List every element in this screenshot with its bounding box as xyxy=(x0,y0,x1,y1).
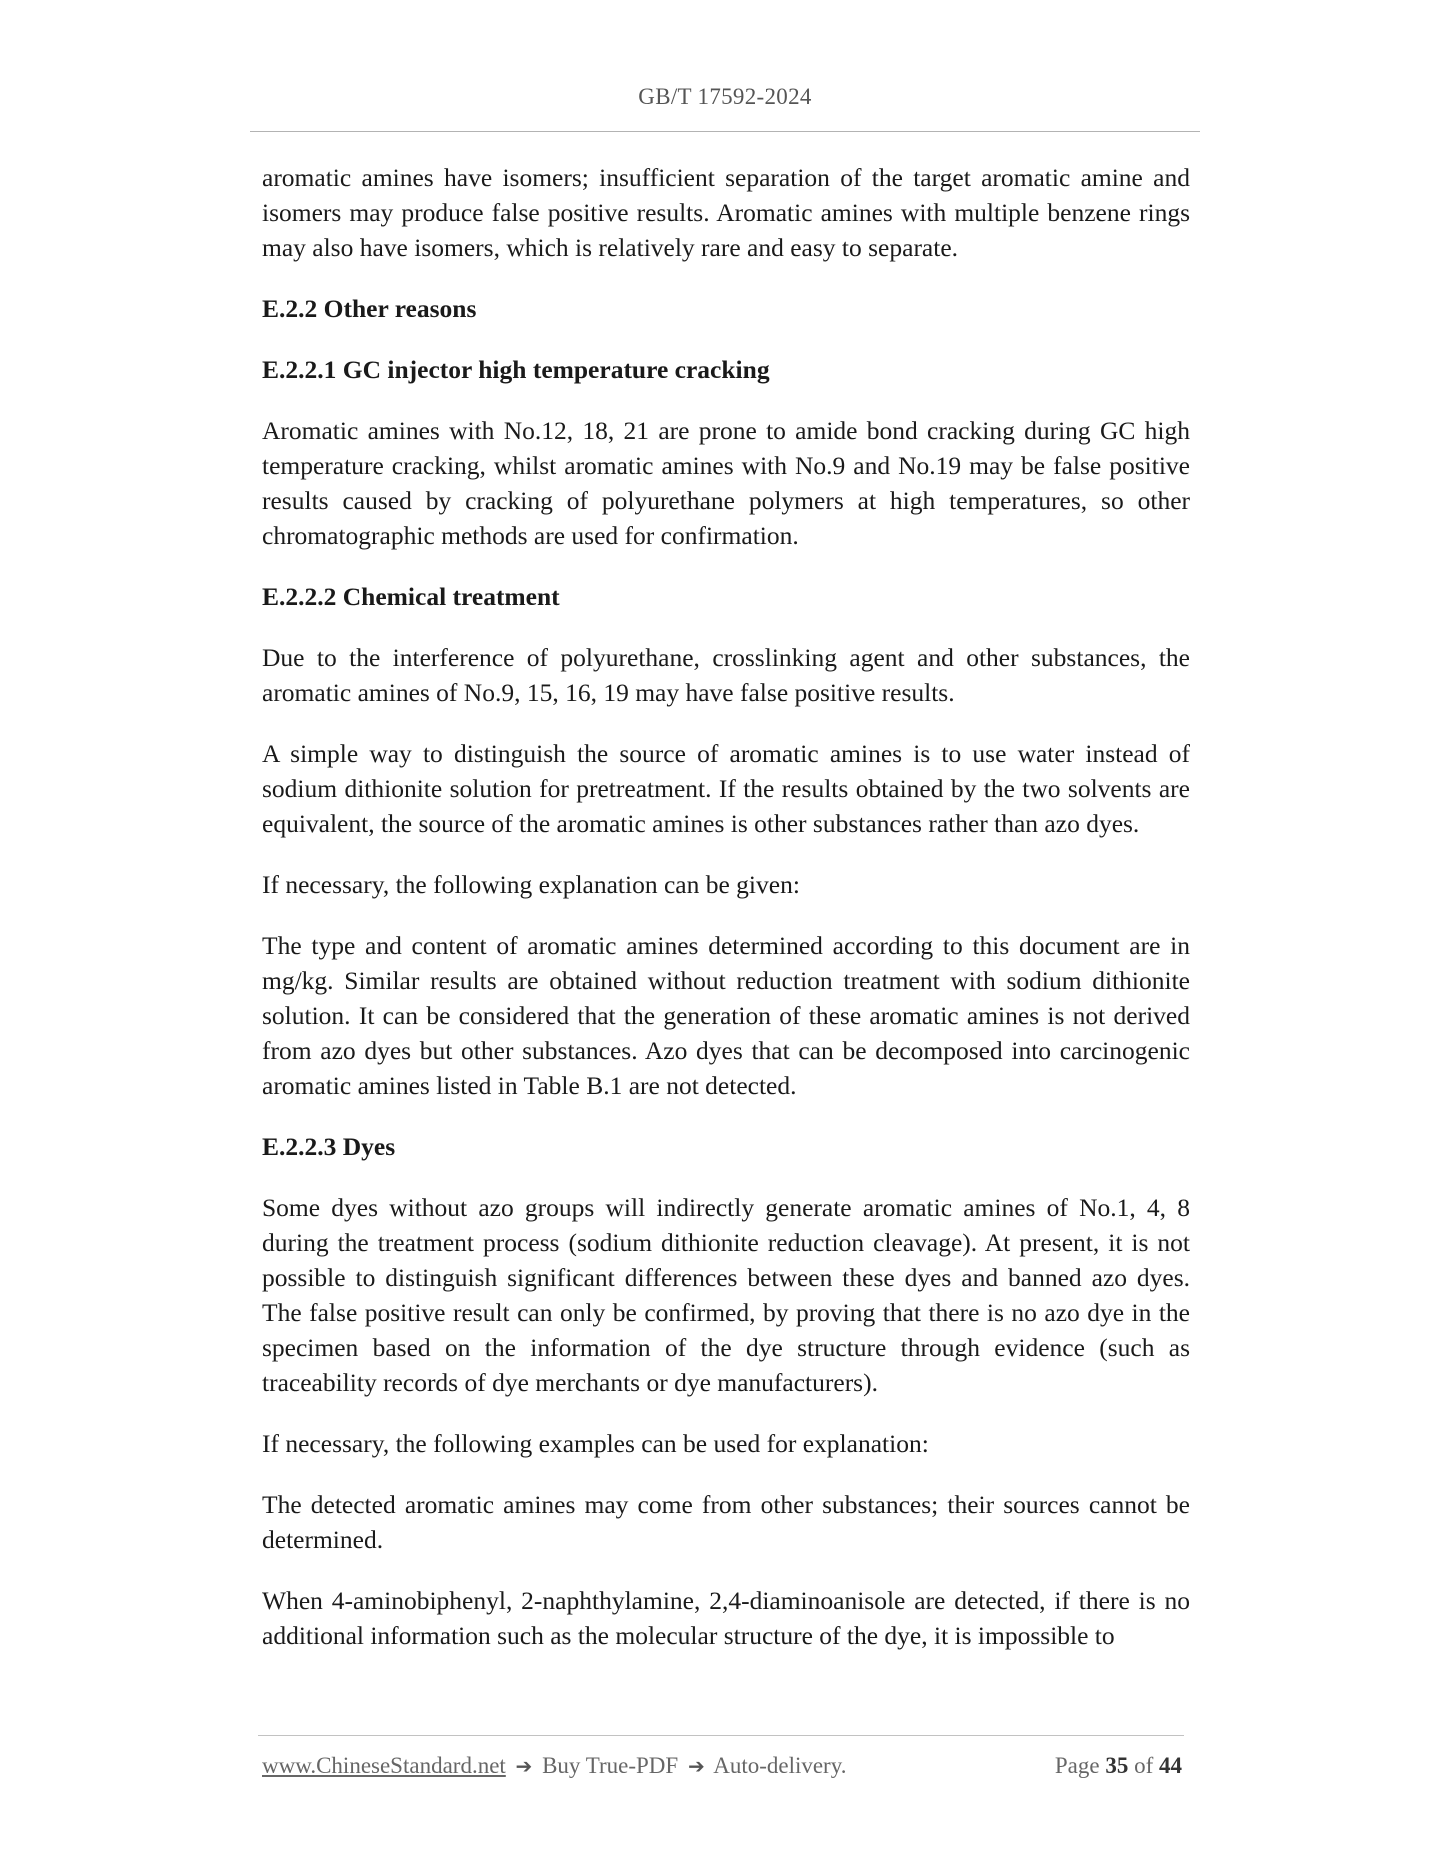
paragraph-dyes: Some dyes without azo groups will indirectly generate aromatic amines of No.1, 4, 8 during the treatment process (sodium dithionite reduction cleavage). At present, it is not possible to distinguish significant differences between these dyes and banned azo dyes. The false positive result can only be confirmed, by proving that there is no azo dye in the specimen based on the information of the dye structure through evidence (such as traceability records of dye merchants or dye manufacturers). xyxy=(262,1193,1190,1397)
paragraph-isomers: aromatic amines have isomers; insufficient separation of the target aromatic amine and isomers may produce false positive results. Aromatic amines with multiple benzene rings may also have isomers, which is relatively rare and easy to separate. xyxy=(262,163,1190,262)
total-pages-number: 44 xyxy=(1159,1753,1182,1778)
right-arrow-icon: ➔ xyxy=(515,1754,533,1778)
current-page-number: 35 xyxy=(1105,1753,1129,1778)
paragraph-simple-way: A simple way to distinguish the source of aromatic amines is to use water instead of sodium dithionite solution for pretreatment. If the results obtained by the two solvents are equivalent, the source of the aromatic amines is other substances rather than azo dyes. xyxy=(262,739,1190,838)
page-label: Page xyxy=(1054,1753,1100,1778)
paragraph-type-content: The type and content of aromatic amines determined according to this document are in mg/kg. Similar results are obtained without reduction treatment with sodium dithionite solution. It can be considered that the generation of these aromatic amines is not derived from azo dyes but other substances. Azo dyes that can be decomposed into carcinogenic aromatic amines listed in Table B.1 are not detected. xyxy=(262,931,1190,1100)
paragraph-detected-sources: The detected aromatic amines may come from other substances; their sources cannot be determined. xyxy=(262,1490,1190,1554)
buy-pdf-text: Buy True-PDF xyxy=(542,1753,679,1778)
section-heading-e222: E.2.2.2 Chemical treatment xyxy=(262,582,560,611)
paragraph-if-necessary-explanation: If necessary, the following explanation can be given: xyxy=(262,870,800,899)
footer-promo xyxy=(262,1753,846,1779)
of-label: of xyxy=(1134,1753,1154,1778)
section-heading-e223: E.2.2.3 Dyes xyxy=(262,1132,396,1161)
section-heading-e22: E.2.2 Other reasons xyxy=(262,294,477,323)
paragraph-interference: Due to the interference of polyurethane, crosslinking agent and other substances, the aromatic amines of No.9, 15, 16, 19 may have false positive results. xyxy=(262,643,1190,707)
section-heading-e221: E.2.2.1 GC injector high temperature cracking xyxy=(262,355,770,384)
document-header-id: GB/T 17592-2024 xyxy=(638,84,812,109)
footer-divider xyxy=(258,1735,1184,1736)
header-divider xyxy=(250,131,1200,132)
paragraph-if-necessary-examples: If necessary, the following examples can be used for explanation: xyxy=(262,1429,929,1458)
document-body xyxy=(262,160,1190,1679)
right-arrow-icon: ➔ xyxy=(687,1754,705,1778)
auto-delivery-text: Auto-delivery. xyxy=(713,1753,847,1778)
paragraph-when-detected: When 4-aminobiphenyl, 2-naphthylamine, 2,4-diaminoanisole are detected, if there is no additional information such as the molecular structure of the dye, it is impossible to xyxy=(262,1586,1190,1650)
paragraph-gc-cracking: Aromatic amines with No.12, 18, 21 are prone to amide bond cracking during GC high temperature cracking, whilst aromatic amines with No.9 and No.19 may be false positive results caused by cracking of polyurethane polymers at high temperatures, so other chromatographic methods are used for confirmation. xyxy=(262,416,1190,550)
website-link[interactable]: www.ChineseStandard.net xyxy=(262,1753,506,1778)
page-indicator xyxy=(1055,1753,1182,1779)
